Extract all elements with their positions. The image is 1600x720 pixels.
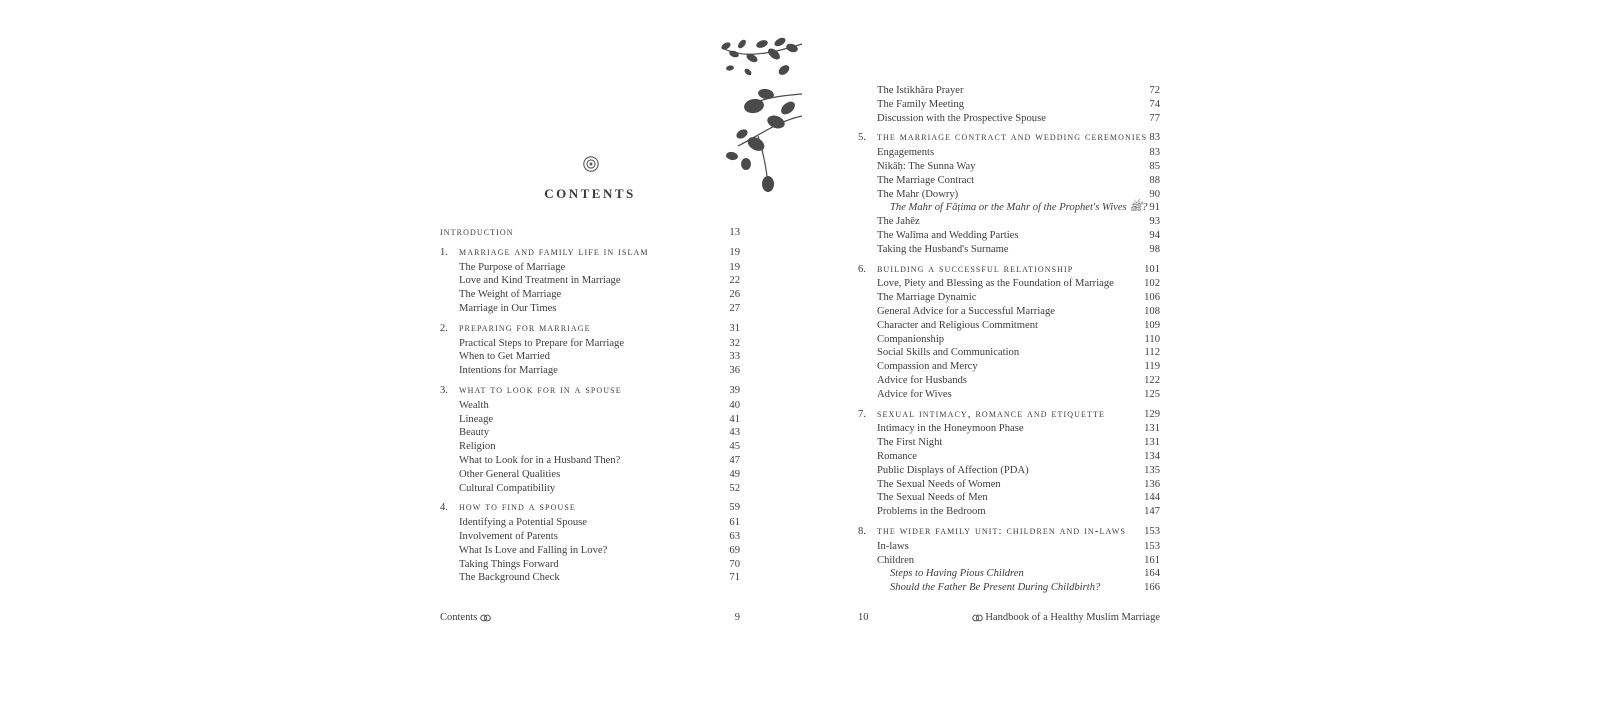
page-number: 131 [1144, 423, 1160, 435]
toc-entry [440, 413, 740, 427]
page-number: 72 [1149, 85, 1160, 96]
page-number: 83 [1149, 147, 1160, 159]
page-number: 19 [729, 246, 740, 258]
entry-label: Advice for Husbands [877, 374, 968, 386]
page-number: 90 [1149, 188, 1160, 200]
chapter-title: marriage and family life in islam [459, 245, 649, 258]
entry-label: Love and Kind Treatment in Marriage [459, 275, 621, 287]
toc-entry [858, 84, 1160, 98]
page-number: 45 [729, 441, 740, 453]
page-number-right: 10 [858, 612, 869, 623]
toc-entry [440, 364, 740, 378]
entry-label: General Advice for a Successful Marriage [877, 305, 1055, 317]
entry-label: Children [877, 554, 915, 566]
page-number: 109 [1144, 319, 1160, 331]
page-number: 144 [1144, 492, 1160, 504]
toc-right [858, 84, 1160, 595]
chapter-title: sexual intimacy, romance and etiquette [877, 407, 1105, 420]
toc-entry [858, 174, 1160, 188]
page-number: 13 [729, 227, 740, 238]
entry-label: Love, Piety and Blessing as the Foundation of Marriage [877, 278, 1114, 290]
entry-label: The Jahēz [877, 216, 920, 228]
toc-entry [440, 274, 740, 288]
page-number: 106 [1144, 292, 1160, 304]
chapter-title: the wider family unit: children and in-laws [877, 524, 1126, 537]
toc-entry [440, 302, 740, 316]
toc-entry [858, 277, 1160, 291]
page-number: 27 [729, 302, 740, 314]
toc-entry [858, 540, 1160, 554]
toc-entry [858, 505, 1160, 519]
toc-entry [858, 360, 1160, 374]
page-number: 43 [729, 427, 740, 439]
toc-entry [440, 558, 740, 572]
page-number: 136 [1144, 478, 1160, 490]
entry-label: Taking Things Forward [459, 558, 559, 570]
entry-label: Public Displays of Affection (PDA) [877, 464, 1029, 476]
toc-subentry [858, 201, 1160, 215]
toc-entry [858, 229, 1160, 243]
toc-entry [440, 468, 740, 482]
entry-label: The Sexual Needs of Women [877, 478, 1001, 490]
toc-entry [440, 516, 740, 530]
footer-label: Contents [440, 612, 478, 623]
toc-entry [440, 350, 740, 364]
page-number: 77 [1149, 112, 1160, 124]
toc-entry [858, 291, 1160, 305]
page-number: 71 [729, 572, 740, 584]
toc-entry [858, 333, 1160, 347]
toc-entry [440, 399, 740, 413]
toc-entry [440, 288, 740, 302]
entry-label: Identifying a Potential Spouse [459, 517, 587, 529]
entry-label: Cultural Compatibility [459, 482, 556, 494]
page-title: CONTENTS [544, 186, 636, 201]
page-number: 119 [1144, 361, 1160, 373]
toc-entry [858, 346, 1160, 360]
entry-label: The Family Meeting [877, 98, 965, 110]
entry-label: The Weight of Marriage [459, 289, 562, 301]
chapter-number: 4. [440, 502, 448, 514]
toc-entry [858, 374, 1160, 388]
chapter-heading [858, 408, 1160, 422]
entry-label: Character and Religious Commitment [877, 319, 1038, 331]
entry-label: The Marriage Dynamic [877, 292, 977, 304]
entry-label: In-laws [877, 540, 909, 552]
page-number: 147 [1144, 506, 1160, 518]
page-number: 110 [1144, 333, 1160, 345]
chapter-heading [440, 384, 740, 398]
page-number: 129 [1144, 408, 1160, 420]
entry-label: The Istikhāra Prayer [877, 85, 964, 96]
toc-entry [440, 440, 740, 454]
entry-label: Steps to Having Pious Children [890, 568, 1024, 580]
page-number-left: 9 [734, 612, 740, 623]
toc-entry [440, 544, 740, 558]
page-number: 39 [729, 384, 740, 396]
right-page [858, 0, 1160, 640]
toc-entry [858, 215, 1160, 229]
entry-label: introduction [440, 226, 514, 238]
page-number: 135 [1144, 464, 1160, 476]
entry-label: Advice for Wives [877, 388, 952, 400]
page-number: 166 [1144, 582, 1160, 594]
footer-left [440, 612, 491, 623]
chapter-number: 7. [858, 408, 866, 420]
page-number: 153 [1144, 540, 1160, 552]
toc-entry [858, 450, 1160, 464]
page-number: 47 [729, 454, 740, 466]
page-number: 85 [1149, 160, 1160, 172]
page-number: 52 [729, 482, 740, 494]
chapter-heading [858, 263, 1160, 277]
page-number: 61 [729, 517, 740, 529]
page-number: 74 [1149, 98, 1160, 110]
toc-entry [858, 160, 1160, 174]
entry-label: The Marriage Contract [877, 174, 975, 186]
entry-label: What to Look for in a Husband Then? [459, 454, 621, 466]
chapter-title: building a successful relationship [877, 262, 1074, 275]
page-number: 41 [729, 413, 740, 425]
entry-label: Other General Qualities [459, 468, 561, 480]
page-number: 31 [729, 322, 740, 334]
page-number: 98 [1149, 243, 1160, 255]
toc-entry [858, 491, 1160, 505]
book-title: Handbook of a Healthy Muslim Marriage [985, 612, 1160, 623]
entry-label: Compassion and Mercy [877, 361, 978, 373]
chapter-number: 2. [440, 322, 448, 334]
toc-entry [858, 478, 1160, 492]
chapter-number: 3. [440, 384, 448, 396]
entry-label: Engagements [877, 147, 935, 159]
entry-label: Discussion with the Prospective Spouse [877, 112, 1046, 124]
page-number: 22 [729, 275, 740, 287]
entry-label: Involvement of Parents [459, 530, 558, 542]
toc-entry [440, 530, 740, 544]
entry-label: The Mahr (Dowry) [877, 188, 959, 200]
page-number: 69 [729, 544, 740, 556]
page-number: 134 [1144, 450, 1160, 462]
toc-left [440, 226, 740, 585]
chapter-number: 5. [858, 132, 866, 144]
entry-label: Wealth [459, 399, 489, 411]
entry-label: When to Get Married [459, 351, 550, 363]
entry-label: Social Skills and Communication [877, 347, 1020, 359]
page-number: 59 [729, 502, 740, 514]
toc-entry [858, 188, 1160, 202]
page-number: 70 [729, 558, 740, 570]
toc-entry [440, 454, 740, 468]
page-number: 125 [1144, 388, 1160, 400]
entry-label: Problems in the Bedroom [877, 506, 986, 518]
toc-entry [858, 554, 1160, 568]
page-number: 19 [729, 261, 740, 273]
toc-entry [858, 422, 1160, 436]
double-ring-glyph-icon [972, 614, 983, 622]
entry-label: Should the Father Be Present During Childbirth? [890, 582, 1101, 594]
left-page [440, 0, 740, 640]
footer-right [972, 612, 1160, 623]
toc-introduction [440, 226, 740, 240]
toc-subentry [858, 567, 1160, 581]
page-number: 112 [1144, 347, 1160, 359]
page-number: 49 [729, 468, 740, 480]
page-number: 153 [1144, 525, 1160, 537]
chapter-heading [858, 525, 1160, 539]
toc-entry [858, 146, 1160, 160]
chapter-title: what to look for in a spouse [459, 383, 622, 396]
chapter-heading [440, 246, 740, 260]
chapter-number: 1. [440, 246, 448, 258]
chapter-title: the marriage contract and wedding ceremonies [877, 131, 1148, 144]
rosette-ornament-icon [582, 155, 600, 173]
page-number: 164 [1144, 568, 1160, 580]
page-number: 36 [729, 365, 740, 377]
toc-subentry [858, 581, 1160, 595]
entry-label: Intimacy in the Honeymoon Phase [877, 423, 1024, 435]
entry-label: The First Night [877, 437, 943, 449]
entry-label: Romance [877, 450, 918, 462]
toc-entry [858, 319, 1160, 333]
toc-entry [858, 436, 1160, 450]
chapter-number: 6. [858, 263, 866, 275]
page-number: 40 [729, 399, 740, 411]
entry-label: Companionship [877, 333, 945, 345]
toc-entry [858, 305, 1160, 319]
entry-label: The Background Check [459, 572, 560, 584]
entry-label: Lineage [459, 413, 494, 425]
entry-label: Intentions for Marriage [459, 365, 558, 377]
page-number: 131 [1144, 437, 1160, 449]
page-number: 88 [1149, 174, 1160, 186]
entry-label: The Walīma and Wedding Parties [877, 229, 1019, 241]
page-number: 33 [729, 351, 740, 363]
entry-label: The Mahr of Fāṭima or the Mahr of the Prophet's Wives ﷺ? [890, 202, 1148, 214]
chapter-heading [440, 322, 740, 336]
chapter-title: preparing for marriage [459, 321, 591, 334]
toc-entry [858, 243, 1160, 257]
entry-label: Nikāḥ: The Sunna Way [877, 160, 976, 172]
page-number: 94 [1149, 229, 1160, 241]
page-number: 63 [729, 530, 740, 542]
entry-label: The Sexual Needs of Men [877, 492, 988, 504]
toc-entry [440, 261, 740, 275]
page-number: 93 [1149, 216, 1160, 228]
chapter-title: how to find a spouse [459, 501, 576, 514]
toc-entry [858, 98, 1160, 112]
page-number: 161 [1144, 554, 1160, 566]
chapter-number: 8. [858, 525, 866, 537]
toc-entry [858, 464, 1160, 478]
page-number: 32 [729, 337, 740, 349]
page-number: 26 [729, 289, 740, 301]
toc-entry [440, 571, 740, 585]
chapter-heading [858, 131, 1160, 145]
toc-entry [440, 337, 740, 351]
entry-label: Practical Steps to Prepare for Marriage [459, 337, 625, 349]
double-ring-glyph-icon [480, 614, 491, 622]
entry-label: Marriage in Our Times [459, 302, 557, 314]
toc-entry [858, 388, 1160, 402]
entry-label: Beauty [459, 427, 490, 439]
toc-entry [858, 112, 1160, 126]
page-number: 91 [1149, 202, 1160, 214]
page-number: 102 [1144, 278, 1160, 290]
page-number: 122 [1144, 374, 1160, 386]
entry-label: What Is Love and Falling in Love? [459, 544, 608, 556]
page-number: 108 [1144, 305, 1160, 317]
page-number: 83 [1149, 132, 1160, 144]
page-number: 101 [1144, 263, 1160, 275]
toc-entry [440, 426, 740, 440]
entry-label: The Purpose of Marriage [459, 261, 566, 273]
entry-label: Taking the Husband's Surname [877, 243, 1009, 255]
entry-label: Religion [459, 441, 496, 453]
chapter-heading [440, 501, 740, 515]
toc-entry [440, 482, 740, 496]
